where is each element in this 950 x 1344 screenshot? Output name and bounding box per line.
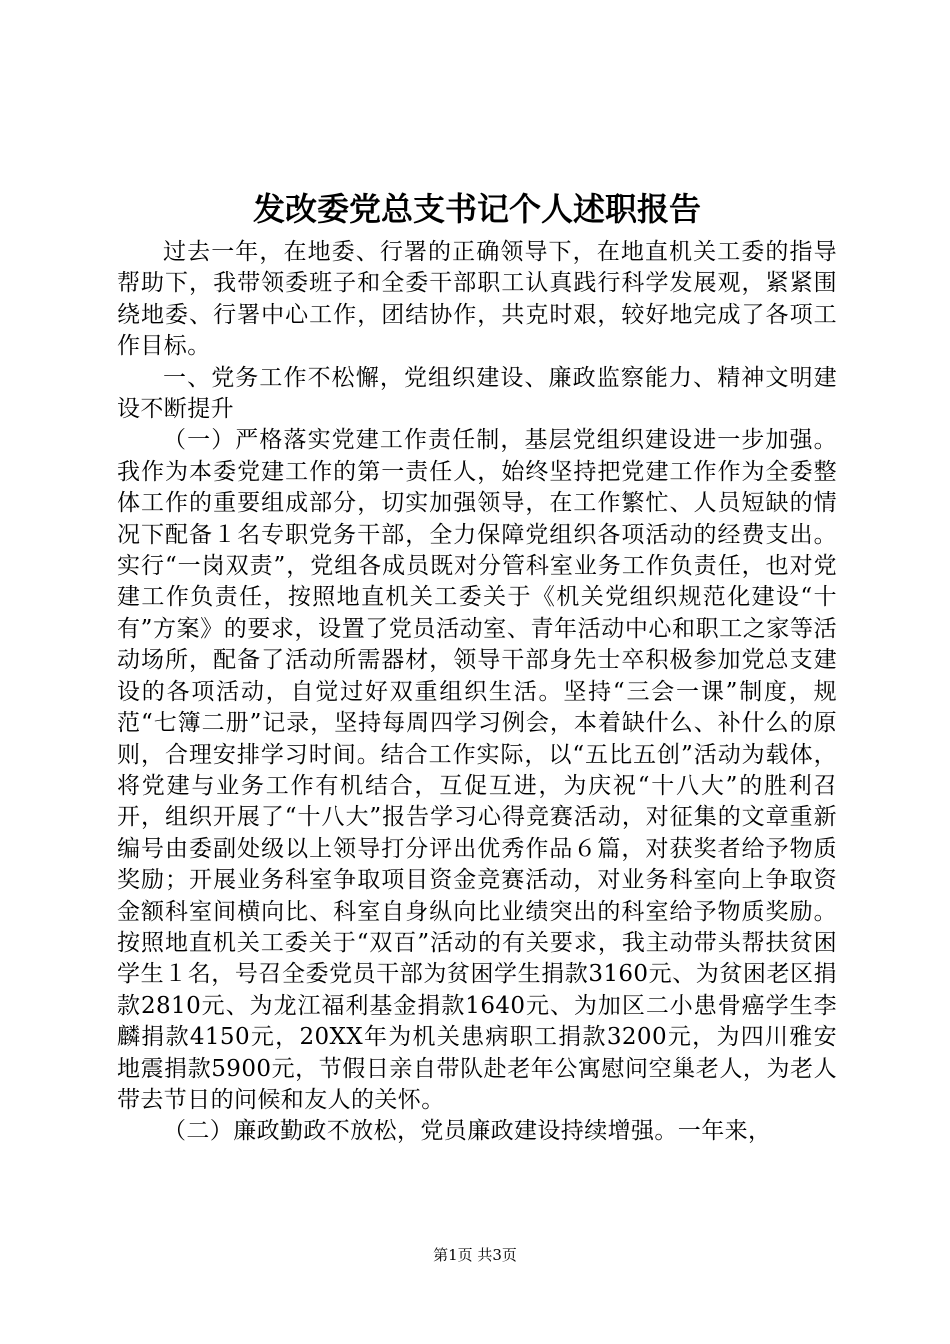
section-heading: 一、党务工作不松懈，党组织建设、廉政监察能力、精神文明建设不断提升 bbox=[117, 364, 837, 423]
intro-paragraph: 过去一年，在地委、行署的正确领导下，在地直机关工委的指导帮助下，我带领委班子和全委干部职工认真践行科学发展观，紧紧围绕地委、行署中心工作，团结协作，共克时艰，较好地完成了各项工作目标。 bbox=[117, 239, 837, 360]
subsection-paragraph-2: （二）廉政勤政不放松，党员廉政建设持续增强。一年来， bbox=[163, 1118, 772, 1145]
document-title: 发改委党总支书记个人述职报告 bbox=[252, 190, 701, 228]
subsection-paragraph-1: （一）严格落实党建工作责任制，基层党组织建设进一步加强。我作为本委党建工作的第一责任人，始终坚持把党建工作作为全委整体工作的重要组成部分，切实加强领导，在工作繁忙、人员短缺的情况下配备１名专职党务干部，全力保障党组织各项活动的经费支出。实行“一岗双责”，党组各成员既对分管科室业务工作负责任，也对党建工作负责任，按照地直机关工委关于《机关党组织规范化建设“十有”方案》的要求，设置了党员活动室、青年活动中心和职工之家等活动场所，配备了活动所需器材，领导干部身先士卒积极参加党总支建设的各项活动，自觉过好双重组织生活。坚持“三会一课”制度，规范“七簿二册”记录，坚持每周四学习例会，本着缺什么、补什么的原则，合理安排学习时间。结合工作实际，以“五比五创”活动为载体，将党建与业务工作有机结合，互促互进，为庆祝“十八大”的胜利召开，组织开展了“十八大”报告学习心得竞赛活动，对征集的文章重新编号由委副处级以上领导打分评出优秀作品６篇，对获奖者给予物质奖励；开展业务科室争取项目资金竞赛活动，对业务科室向上争取资金额科室间横向比、科室自身纵向比业绩突出的科室给予物质奖励。按照地直机关工委关于“双百”活动的有关要求，我主动带头帮扶贫困学生１名，号召全委党员干部为贫困学生捐款3160元、为贫困老区捐款2810元、为龙江福利基金捐款1640元、为加区二小患骨癌学生李麟捐款4150元，20XX年为机关患病职工捐款3200元，为四川雅安地震捐款5900元，节假日亲自带队赴老年公寓慰问空巢老人，为老人带去节日的问候和友人的关怀。 bbox=[117, 427, 837, 1113]
document-body bbox=[117, 237, 837, 1148]
page-number-footer: 第1页 共3页 bbox=[433, 1246, 517, 1264]
